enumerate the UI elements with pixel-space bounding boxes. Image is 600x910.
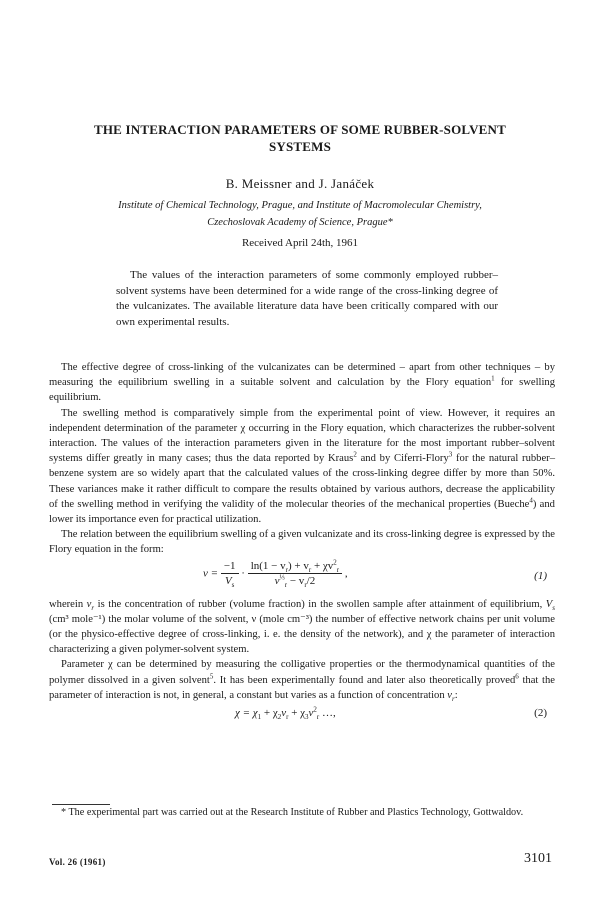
abstract: The values of the interaction parameters of some commonly employed rubber–solvent systems have been determined for a wide range of the cross-linking degree of the vulcanizates. The available literature data have been critically compared with our own experimental results. — [116, 269, 498, 328]
paragraph-3: The relation between the equilibrium swelling of a given vulcanizate and its cross-linking degree is expressed by the Flory equation in the form: — [49, 529, 555, 556]
paragraph-5: Parameter χ can be determined by measuring the colligative properties or the thermodynamical quantities of the polymer dissolved in a given solvent$^5$. It has been experimentally found and later also theoretically proved$^6$ that the parameter of interaction is not, in general, a constant but varies as a function of concentration $v_r$: — [49, 659, 556, 703]
paragraph-2: The swelling method is comparatively simple from the experimental point of view. However, it requires an independent determination of the parameter χ occurring in the Flory equation, which characterizes the rubber-solvent interaction. The values of the interaction parameters given in the literature for the most important rubber–solvent systems differ greatly in many cases; thus the data reported by Kraus$^2$ and by Ciferri-Flory$^3$ for the natural rubber–benzene system are so widely apart that the calculated values of the cross-linking degree differ by more than 50%. These variances make it rather difficult to compare the results obtained by various authors, decrease the applicability of the swelling method in verifying the validity of the molecular theories of the mechanical properties (Bueche$^4$) and lower its importance even for practical utilization. — [49, 407, 555, 526]
paragraph-1: The effective degree of cross-linking of the vulcanizates can be determined – apart from other techniques – by measuring the equilibrium swelling in a suitable solvent and calculation by the Flory equation$^1$ for swelling equilibrium. — [49, 362, 555, 404]
received-date: Received April 24th, 1961 — [241, 237, 359, 249]
paragraph-4: wherein $v_r$ is the concentration of rubber (volume fraction) in the swollen sample after attainment of equilibrium, $V_s$ (cm³ mole⁻¹) the molar volume of the solvent, ν (mole cm⁻³) the number of effective network chains per unit volume (or the physico-effective degree of cross-linking, i. e. the density of the network), and χ the parameter of interaction characterizing a given polymer-solvent system. — [49, 598, 555, 656]
footnote: * The experimental part was carried out at the Research Institute of Rubber and Plastics Technology, Gottwaldov. — [61, 807, 524, 818]
journal-volume: Vol. 26 (1961) — [49, 857, 106, 867]
affiliation — [40, 197, 560, 231]
equation-2-number: (2) — [534, 707, 547, 720]
equation-1: ν = $\frac{-1}{V_s}$ · $\frac{\ln(1 - v_r) + v_r + \chi v^2_r}{v^{\frac{1}{3}}_r - v_r/2}$ , (1) — [203, 557, 547, 589]
authors: B. Meissner and J. Janáček — [225, 176, 375, 191]
equation-2: $\chi = \chi_1 + \chi_2v_r + \chi_3v^2_r$ …, (2) — [235, 705, 547, 722]
title-line-2: SYSTEMS — [268, 139, 332, 154]
affiliation-line-2: Czechoslovak Academy of Science, Prague* — [207, 217, 393, 228]
main-text — [49, 360, 555, 730]
paper-title — [40, 121, 560, 155]
title-line-1: THE INTERACTION PARAMETERS OF SOME RUBBER-SOLVENT — [93, 122, 507, 137]
equation-1-number: (1) — [534, 569, 547, 582]
page-number: 3101 — [524, 851, 552, 866]
affiliation-line-1: Institute of Chemical Technology, Prague, and Institute of Macromolecular Chemistry, — [118, 200, 482, 211]
